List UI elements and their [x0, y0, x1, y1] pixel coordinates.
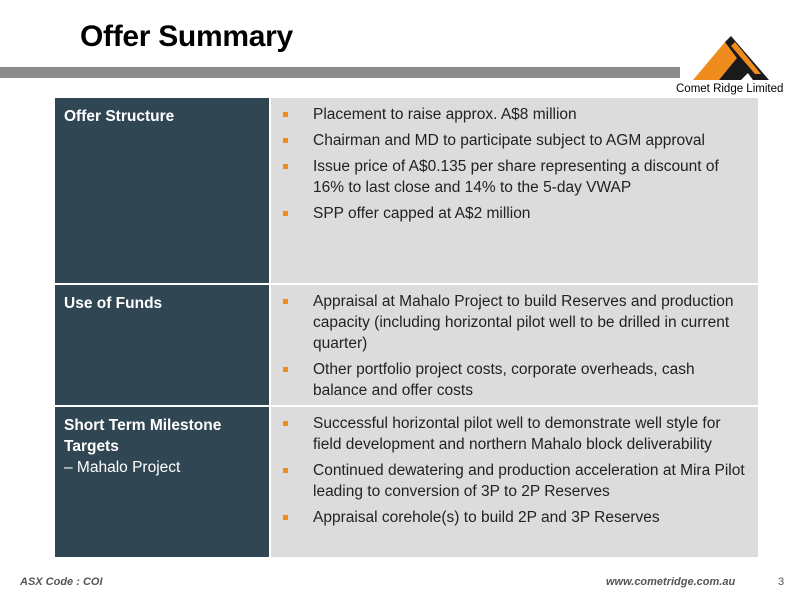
list-item [281, 104, 752, 125]
list-item-text: Chairman and MD to participate subject to AGM approval [313, 132, 705, 149]
list-item-text: SPP offer capped at A$2 million [313, 205, 531, 222]
row-sublabel: – Mahalo Project [64, 459, 181, 476]
square-bullet-icon [283, 211, 288, 216]
list-item-text: Other portfolio project costs, corporate overheads, cash balance and offer costs [313, 361, 695, 399]
row-label-cell [55, 98, 269, 283]
row-label: Offer Structure [64, 108, 175, 125]
page-title: Offer Summary [80, 20, 293, 53]
comet-ridge-logo-icon [691, 36, 771, 82]
row-label-cell [55, 285, 269, 405]
bullet-list [281, 104, 752, 224]
row-content-cell [269, 285, 758, 405]
list-item [281, 359, 752, 401]
list-item-text: Placement to raise approx. A$8 million [313, 106, 577, 123]
asx-code: ASX Code : COI [20, 576, 103, 588]
list-item [281, 156, 752, 198]
row-label-cell [55, 407, 269, 557]
page-number: 3 [778, 576, 785, 588]
title-divider [0, 67, 680, 78]
website-link[interactable]: www.cometridge.com.au [606, 576, 736, 588]
list-item-text: Appraisal corehole(s) to build 2P and 3P Reserves [313, 509, 660, 526]
list-item [281, 413, 752, 455]
row-label: Short Term Milestone Targets [64, 417, 222, 455]
logo-text: Comet Ridge Limited [676, 83, 784, 95]
square-bullet-icon [283, 112, 288, 117]
table-row [55, 285, 758, 407]
table-row [55, 98, 758, 285]
list-item-text: Issue price of A$0.135 per share representing a discount of 16% to last close and 14% to the 5-day VWAP [313, 158, 719, 196]
bullet-list [281, 291, 752, 401]
square-bullet-icon [283, 164, 288, 169]
list-item [281, 130, 752, 151]
square-bullet-icon [283, 299, 288, 304]
list-item [281, 507, 752, 528]
list-item [281, 203, 752, 224]
table-row [55, 407, 758, 559]
list-item-text: Continued dewatering and production acceleration at Mira Pilot leading to conversion of 3P to 2P Reserves [313, 462, 745, 500]
row-label: Use of Funds [64, 295, 163, 312]
offer-summary-table [55, 98, 758, 559]
square-bullet-icon [283, 421, 288, 426]
bullet-list [281, 413, 752, 528]
square-bullet-icon [283, 138, 288, 143]
square-bullet-icon [283, 367, 288, 372]
list-item-text: Appraisal at Mahalo Project to build Reserves and production capacity (including horizontal pilot well to be drilled in current quarter) [313, 293, 734, 352]
list-item-text: Successful horizontal pilot well to demonstrate well style for field development and northern Mahalo block deliverability [313, 415, 721, 453]
list-item [281, 291, 752, 354]
row-content-cell [269, 98, 758, 283]
square-bullet-icon [283, 468, 288, 473]
row-content-cell [269, 407, 758, 557]
list-item [281, 460, 752, 502]
square-bullet-icon [283, 515, 288, 520]
company-logo [676, 36, 796, 98]
